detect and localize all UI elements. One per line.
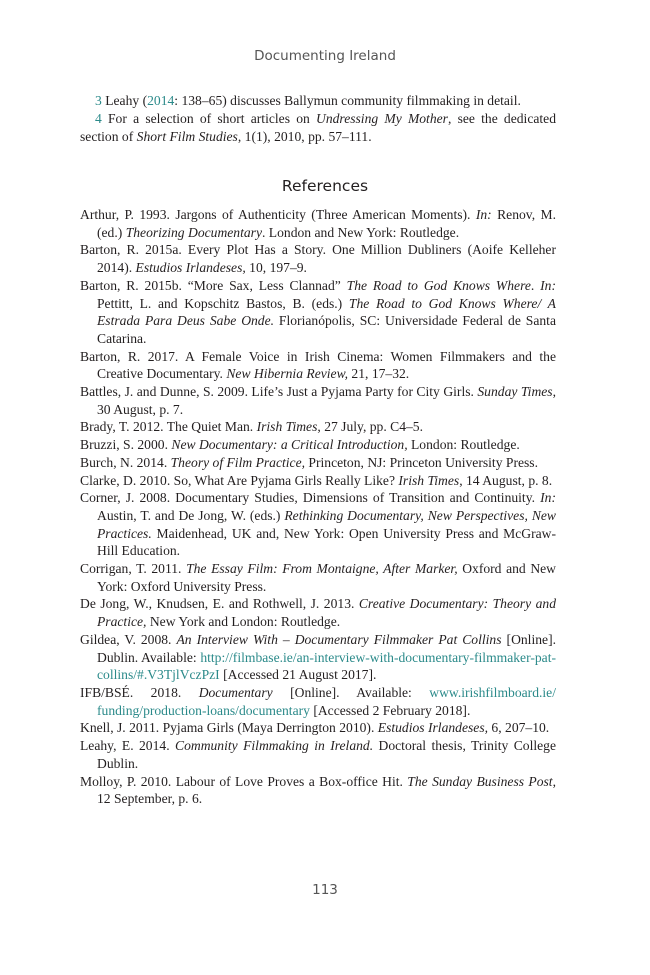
endnote-4 (80, 110, 556, 146)
reference-text: [Online]. Available: (272, 684, 430, 700)
endnote-italic: Undressing My Mother (316, 111, 448, 126)
reference-text: [Online]. Dublin. Available: (97, 631, 556, 665)
endnote-text: Leahy ( (105, 93, 148, 108)
reference-italic: The Sunday Business Post (407, 773, 553, 789)
reference-italic: In: (475, 207, 492, 222)
reference-text: 6, 207–10. (488, 720, 550, 736)
reference-italic: The Road to God Knows Where (346, 277, 531, 293)
reference-entry (80, 489, 556, 560)
endnote-italic: Short Film Studies (136, 129, 238, 144)
endnote-number: 3 (95, 93, 102, 108)
reference-italic: In: (540, 490, 556, 506)
reference-italic: Theorizing Documentary (125, 224, 262, 240)
reference-text: Barton, R. 2017. A Female Voice in Irish Cinema: Women Filmmakers and the Creative Documentary. (80, 348, 556, 382)
reference-text: Barton, R. 2015b. “More Sax, Less Clannad” (80, 277, 347, 293)
reference-italic: The Road to God Knows Where/ A Estrada Para Deus Sabe Onde. (97, 295, 556, 329)
endnote-text: For a selection of short articles on (108, 111, 316, 126)
reference-entry (80, 773, 556, 808)
reference-text: Gildea, V. 2008. (80, 631, 177, 647)
reference-italic: Irish Times (398, 472, 460, 488)
reference-entry (80, 436, 556, 454)
reference-italic: Irish Times (256, 419, 318, 435)
reference-text: Barton, R. 2015a. Every Plot Has a Story. One Million Dubliners (Aoife Kelleher 2014). (80, 242, 556, 276)
reference-text: IFB/BSÉ. 2018. (80, 684, 199, 700)
reference-text: 21, 17–32. (348, 366, 410, 382)
endnotes (80, 92, 556, 146)
reference-text: Pettitt, L. and Kopschitz Bastos, B. (eds.) (97, 295, 349, 311)
reference-entry (80, 348, 556, 383)
reference-url-link[interactable]: http://filmbase.ie/an-interview-with-documentary-filmmaker-pat-collins/#.V3TjlVczPzI (97, 649, 556, 683)
endnote-number: 4 (95, 111, 102, 126)
endnote-text: , see the dedicated section of (80, 111, 557, 144)
reference-text: [Accessed 2 February 2018]. (309, 702, 471, 718)
endnote-text: , 1(1), 2010, pp. 57–111. (237, 129, 372, 144)
reference-entry (80, 206, 556, 241)
reference-entry (80, 418, 556, 436)
reference-italic: An Interview With – Documentary Filmmaker Pat Collins (176, 631, 502, 647)
reference-text: . London and New York: Routledge. (262, 224, 460, 240)
reference-entry (80, 454, 556, 472)
reference-italic: In: (540, 277, 557, 293)
reference-entry (80, 383, 556, 418)
reference-text: Brady, T. 2012. The Quiet Man. (80, 419, 257, 435)
reference-text: New York and London: Routledge. (146, 614, 341, 630)
reference-text: , 12 September, p. 6. (97, 773, 556, 807)
reference-italic: The Essay Film: From Montaigne, After Marker, (186, 561, 458, 577)
reference-italic: Estudios Irlandeses, (377, 720, 489, 736)
reference-entry (80, 472, 556, 490)
reference-text: Burch, N. 2014. (80, 454, 171, 470)
reference-italic: Estudios Irlandeses, (135, 260, 246, 276)
reference-italic: Theory of Film Practice, (170, 454, 306, 470)
reference-italic: New Hibernia Review, (226, 366, 349, 382)
reference-url-link[interactable]: www.irishfilmboard.ie/ funding/production-loans/documentary (97, 684, 556, 718)
citation-link[interactable]: 2014 (147, 93, 175, 108)
reference-text: Knell, J. 2011. Pyjama Girls (Maya Derrington 2010). (80, 720, 378, 736)
reference-italic: Sunday Times (477, 384, 553, 400)
reference-text: Maidenhead, UK and, New York: Open University Press and McGraw-Hill Education. (97, 525, 556, 559)
reference-text: Austin, T. and De Jong, W. (eds.) (97, 507, 285, 523)
reference-text: Arthur, P. 1993. Jargons of Authenticity (Three American Moments). (80, 207, 476, 222)
reference-entry (80, 719, 556, 737)
running-head: Documenting Ireland (254, 48, 396, 64)
reference-italic: Rethinking Documentary, New Perspectives, New Practices. (97, 507, 556, 541)
page-number: 113 (312, 882, 338, 898)
endnote-3 (80, 92, 556, 110)
reference-text: , 14 August, p. 8. (459, 472, 553, 488)
reference-entry (80, 684, 556, 719)
reference-entry (80, 560, 556, 595)
reference-text: Molloy, P. 2010. Labour of Love Proves a Box-office Hit. (80, 773, 408, 789)
reference-text: Leahy, E. 2014. (80, 738, 176, 754)
reference-italic: Creative Documentary: Theory and Practice, (97, 596, 556, 630)
reference-text: Oxford and New York: Oxford University Press. (97, 561, 556, 594)
section-heading: References (281, 177, 369, 195)
reference-text: . (530, 277, 541, 293)
reference-entry (80, 737, 556, 772)
reference-text: 10, 197–9. (245, 260, 307, 276)
reference-text: London: Routledge. (407, 437, 520, 453)
reference-text: Battles, J. and Dunne, S. 2009. Life’s Just a Pyjama Party for City Girls. (80, 384, 478, 400)
reference-text: [Accessed 21 August 2017]. (219, 667, 377, 683)
reference-text: Princeton, NJ: Princeton University Press. (305, 454, 538, 470)
reference-text: Corrigan, T. 2011. (80, 561, 187, 577)
reference-text: Clarke, D. 2010. So, What Are Pyjama Girls Really Like? (80, 472, 399, 488)
endnote-text: : 138–65) discusses Ballymun community filmmaking in detail. (174, 93, 521, 108)
reference-text: Doctoral thesis, Trinity College Dublin. (97, 738, 556, 771)
reference-text: , 30 August, p. 7. (97, 384, 556, 417)
reference-entry (80, 277, 556, 348)
reference-text: Florianópolis, SC: Universidade Federal de Santa Catarina. (97, 313, 556, 346)
reference-text: Corner, J. 2008. Documentary Studies, Dimensions of Transition and Continuity. (80, 490, 541, 506)
reference-italic: Community Filmmaking in Ireland. (175, 738, 374, 754)
reference-text: Bruzzi, S. 2000. (80, 437, 172, 453)
reference-list (80, 206, 556, 808)
reference-entry (80, 595, 556, 630)
reference-italic: New Documentary: a Critical Introduction, (171, 437, 408, 453)
reference-entry (80, 631, 556, 684)
reference-entry (80, 241, 556, 276)
reference-text: , 27 July, pp. C4–5. (317, 419, 424, 435)
reference-italic: Documentary (198, 684, 273, 700)
reference-text: De Jong, W., Knudsen, E. and Rothwell, J. 2013. (80, 596, 359, 612)
reference-text: Renov, M. (ed.) (97, 207, 556, 240)
